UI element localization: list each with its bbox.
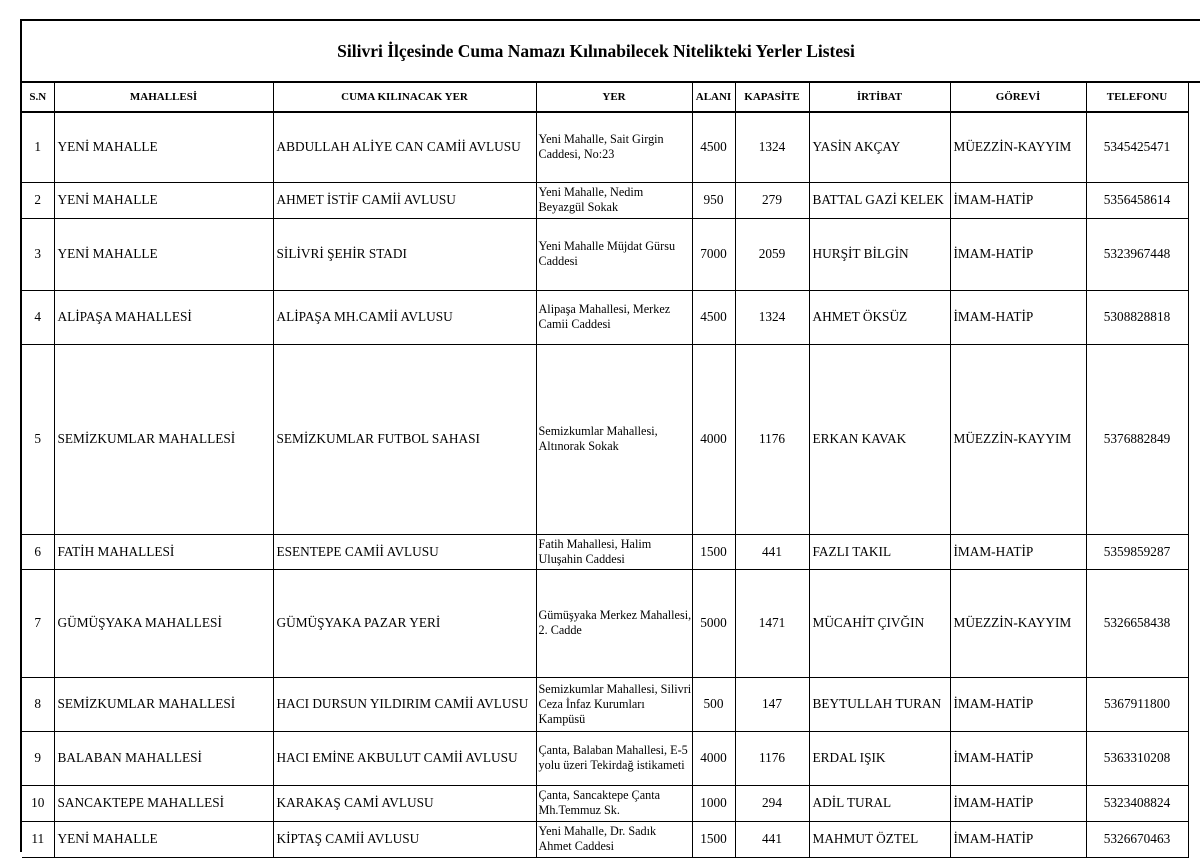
- cell-cuma-yer: ALİPAŞA MH.CAMİİ AVLUSU: [273, 290, 536, 344]
- cell-sn: 10: [22, 785, 54, 821]
- cell-kapasite: 147: [735, 677, 809, 731]
- cell-mahallesi: BALABAN MAHALLESİ: [54, 731, 273, 785]
- cell-gorevi: İMAM-HATİP: [950, 534, 1086, 569]
- cell-mahallesi: SEMİZKUMLAR MAHALLESİ: [54, 677, 273, 731]
- cell-yer: Semizkumlar Mahallesi, Altınorak Sokak: [536, 344, 692, 534]
- cell-cuma-yer: KİPTAŞ CAMİİ AVLUSU: [273, 821, 536, 857]
- cell-cuma-yer: KARAKAŞ CAMİ AVLUSU: [273, 785, 536, 821]
- cell-mahallesi: YENİ MAHALLE: [54, 218, 273, 290]
- cell-yer: Semizkumlar Mahallesi, Silivri Ceza İnfaz Kurumları Kampüsü: [536, 677, 692, 731]
- header-telefonu: TELEFONU: [1086, 83, 1188, 112]
- cell-gorevi: İMAM-HATİP: [950, 290, 1086, 344]
- cell-kapasite: 294: [735, 785, 809, 821]
- cell-irtibat: MÜCAHİT ÇIVĞIN: [809, 569, 950, 677]
- header-alani: ALANI: [692, 83, 735, 112]
- table-row: [22, 182, 1188, 218]
- cell-alani: 7000: [692, 218, 735, 290]
- cell-kapasite: 279: [735, 182, 809, 218]
- cell-gorevi: İMAM-HATİP: [950, 677, 1086, 731]
- cell-yer: Alipaşa Mahallesi, Merkez Camii Caddesi: [536, 290, 692, 344]
- table-row: [22, 569, 1188, 677]
- places-table: [22, 83, 1189, 858]
- cell-yer: Fatih Mahallesi, Halim Uluşahin Caddesi: [536, 534, 692, 569]
- cell-irtibat: HURŞİT BİLGİN: [809, 218, 950, 290]
- cell-mahallesi: SEMİZKUMLAR MAHALLESİ: [54, 344, 273, 534]
- cell-sn: 11: [22, 821, 54, 857]
- document-sheet: [20, 19, 1200, 852]
- cell-alani: 4500: [692, 112, 735, 182]
- cell-alani: 4500: [692, 290, 735, 344]
- cell-gorevi: İMAM-HATİP: [950, 182, 1086, 218]
- cell-irtibat: ERKAN KAVAK: [809, 344, 950, 534]
- cell-kapasite: 1471: [735, 569, 809, 677]
- cell-kapasite: 2059: [735, 218, 809, 290]
- cell-kapasite: 441: [735, 534, 809, 569]
- cell-mahallesi: YENİ MAHALLE: [54, 182, 273, 218]
- cell-irtibat: YASİN AKÇAY: [809, 112, 950, 182]
- cell-cuma-yer: HACI EMİNE AKBULUT CAMİİ AVLUSU: [273, 731, 536, 785]
- cell-telefonu: 5323408824: [1086, 785, 1188, 821]
- table-row: [22, 344, 1188, 534]
- cell-gorevi: İMAM-HATİP: [950, 821, 1086, 857]
- cell-telefonu: 5308828818: [1086, 290, 1188, 344]
- cell-mahallesi: GÜMÜŞYAKA MAHALLESİ: [54, 569, 273, 677]
- cell-irtibat: MAHMUT ÖZTEL: [809, 821, 950, 857]
- cell-telefonu: 5376882849: [1086, 344, 1188, 534]
- document-title: Silivri İlçesinde Cuma Namazı Kılınabilecek Nitelikteki Yerler Listesi: [22, 21, 1200, 83]
- cell-gorevi: İMAM-HATİP: [950, 785, 1086, 821]
- cell-cuma-yer: GÜMÜŞYAKA PAZAR YERİ: [273, 569, 536, 677]
- header-row: [22, 83, 1188, 112]
- cell-cuma-yer: ABDULLAH ALİYE CAN CAMİİ AVLUSU: [273, 112, 536, 182]
- cell-sn: 5: [22, 344, 54, 534]
- cell-yer: Çanta, Sancaktepe Çanta Mh.Temmuz Sk.: [536, 785, 692, 821]
- cell-alani: 5000: [692, 569, 735, 677]
- table-row: [22, 785, 1188, 821]
- cell-yer: Çanta, Balaban Mahallesi, E-5 yolu üzeri Tekirdağ istikameti: [536, 731, 692, 785]
- cell-yer: Yeni Mahalle, Nedim Beyazgül Sokak: [536, 182, 692, 218]
- cell-sn: 8: [22, 677, 54, 731]
- cell-yer: Yeni Mahalle, Sait Girgin Caddesi, No:23: [536, 112, 692, 182]
- header-cuma-yer: CUMA KILINACAK YER: [273, 83, 536, 112]
- cell-telefonu: 5367911800: [1086, 677, 1188, 731]
- cell-alani: 1000: [692, 785, 735, 821]
- cell-alani: 950: [692, 182, 735, 218]
- cell-telefonu: 5323967448: [1086, 218, 1188, 290]
- cell-mahallesi: FATİH MAHALLESİ: [54, 534, 273, 569]
- cell-gorevi: MÜEZZİN-KAYYIM: [950, 112, 1086, 182]
- cell-mahallesi: ALİPAŞA MAHALLESİ: [54, 290, 273, 344]
- cell-gorevi: İMAM-HATİP: [950, 218, 1086, 290]
- cell-irtibat: ERDAL IŞIK: [809, 731, 950, 785]
- cell-cuma-yer: AHMET İSTİF CAMİİ AVLUSU: [273, 182, 536, 218]
- cell-gorevi: MÜEZZİN-KAYYIM: [950, 569, 1086, 677]
- cell-kapasite: 1176: [735, 344, 809, 534]
- cell-alani: 4000: [692, 731, 735, 785]
- cell-telefonu: 5359859287: [1086, 534, 1188, 569]
- cell-yer: Yeni Mahalle, Dr. Sadık Ahmet Caddesi: [536, 821, 692, 857]
- header-kapasite: KAPASİTE: [735, 83, 809, 112]
- cell-sn: 6: [22, 534, 54, 569]
- cell-cuma-yer: HACI DURSUN YILDIRIM CAMİİ AVLUSU: [273, 677, 536, 731]
- cell-mahallesi: YENİ MAHALLE: [54, 821, 273, 857]
- cell-alani: 1500: [692, 534, 735, 569]
- header-gorevi: GÖREVİ: [950, 83, 1086, 112]
- cell-sn: 2: [22, 182, 54, 218]
- cell-yer: Yeni Mahalle Müjdat Gürsu Caddesi: [536, 218, 692, 290]
- cell-cuma-yer: SİLİVRİ ŞEHİR STADI: [273, 218, 536, 290]
- cell-irtibat: ADİL TURAL: [809, 785, 950, 821]
- cell-telefonu: 5356458614: [1086, 182, 1188, 218]
- table-row: [22, 218, 1188, 290]
- header-sn: S.N: [22, 83, 54, 112]
- header-mahallesi: MAHALLESİ: [54, 83, 273, 112]
- cell-gorevi: İMAM-HATİP: [950, 731, 1086, 785]
- table-row: [22, 677, 1188, 731]
- cell-irtibat: BEYTULLAH TURAN: [809, 677, 950, 731]
- cell-alani: 4000: [692, 344, 735, 534]
- cell-sn: 3: [22, 218, 54, 290]
- cell-sn: 4: [22, 290, 54, 344]
- cell-kapasite: 1176: [735, 731, 809, 785]
- cell-telefonu: 5326658438: [1086, 569, 1188, 677]
- cell-cuma-yer: ESENTEPE CAMİİ AVLUSU: [273, 534, 536, 569]
- cell-alani: 500: [692, 677, 735, 731]
- cell-telefonu: 5363310208: [1086, 731, 1188, 785]
- table-row: [22, 731, 1188, 785]
- header-yer: YER: [536, 83, 692, 112]
- cell-irtibat: FAZLI TAKIL: [809, 534, 950, 569]
- cell-irtibat: BATTAL GAZİ KELEK: [809, 182, 950, 218]
- cell-mahallesi: YENİ MAHALLE: [54, 112, 273, 182]
- cell-sn: 9: [22, 731, 54, 785]
- table-row: [22, 534, 1188, 569]
- cell-mahallesi: SANCAKTEPE MAHALLESİ: [54, 785, 273, 821]
- header-irtibat: İRTİBAT: [809, 83, 950, 112]
- cell-sn: 1: [22, 112, 54, 182]
- cell-kapasite: 1324: [735, 112, 809, 182]
- cell-gorevi: MÜEZZİN-KAYYIM: [950, 344, 1086, 534]
- table-row: [22, 290, 1188, 344]
- table-row: [22, 112, 1188, 182]
- cell-telefonu: 5345425471: [1086, 112, 1188, 182]
- cell-cuma-yer: SEMİZKUMLAR FUTBOL SAHASI: [273, 344, 536, 534]
- cell-kapasite: 1324: [735, 290, 809, 344]
- cell-telefonu: 5326670463: [1086, 821, 1188, 857]
- cell-yer: Gümüşyaka Merkez Mahallesi, 2. Cadde: [536, 569, 692, 677]
- cell-sn: 7: [22, 569, 54, 677]
- cell-irtibat: AHMET ÖKSÜZ: [809, 290, 950, 344]
- cell-alani: 1500: [692, 821, 735, 857]
- cell-kapasite: 441: [735, 821, 809, 857]
